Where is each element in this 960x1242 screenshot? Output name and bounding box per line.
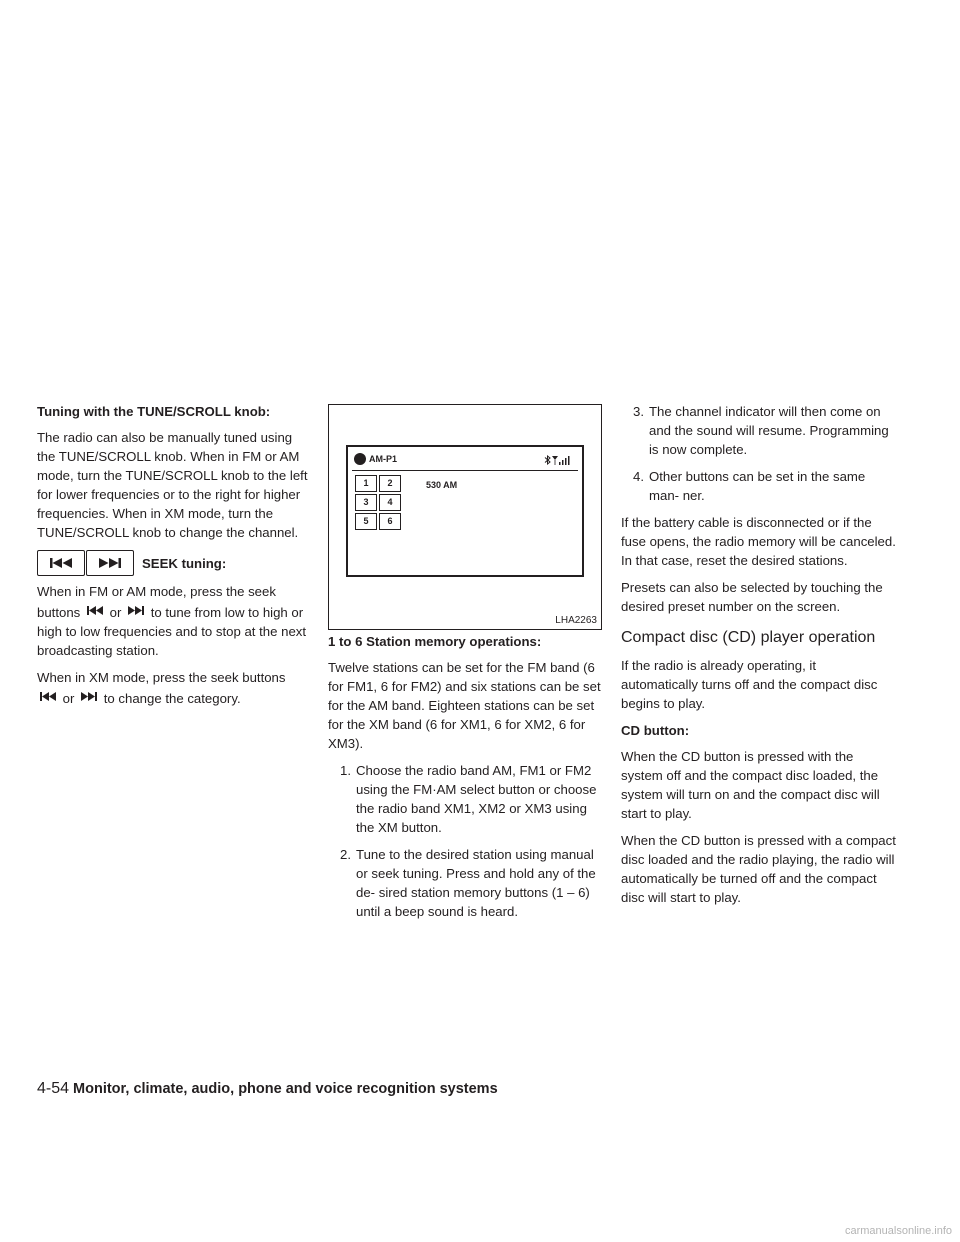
battery-paragraph: If the battery cable is disconnected or if the fuse opens, the radio memory will be canceled. In that case, reset the desired stations.	[621, 515, 896, 568]
seek-forward-icon	[128, 606, 144, 615]
seek-back-inline	[84, 601, 106, 620]
preset-button-4: 4	[379, 494, 401, 511]
seek-xm-paragraph	[37, 668, 309, 708]
seek-back-inline	[37, 687, 59, 706]
seek-fm-am-text-b: to tune from low to high or high to low frequencies and to stop at the next broadcasting station.	[37, 605, 307, 658]
column-middle	[328, 632, 602, 929]
list-item-text: Tune to the desired station using manual or seek tuning. Press and hold any of the de- sired station memory buttons (1 – 6) until a beep sound is heard.	[356, 847, 596, 919]
radio-screen-figure	[328, 404, 602, 630]
seek-forward-inline	[78, 687, 100, 706]
station-memory-steps	[328, 761, 602, 921]
display-header	[354, 453, 397, 465]
list-item-number: 3.	[633, 404, 644, 419]
presets-touch-paragraph: Presets can also be selected by touching the desired preset number on the screen.	[621, 580, 883, 614]
preset-button-5: 5	[355, 513, 377, 530]
seek-tuning-heading: SEEK tuning:	[142, 555, 227, 571]
column-right	[621, 402, 896, 915]
list-item	[633, 467, 896, 505]
seek-back-icon	[87, 606, 103, 615]
list-item-text: The channel indicator will then come on and the sound will resume. Programming is now complete.	[649, 404, 889, 457]
signal-strength-icon	[552, 455, 570, 465]
list-item-text: Choose the radio band AM, FM1 or FM2 using the FM·AM select button or choose the radio band XM1, XM2 or XM3 using the XM button.	[356, 763, 597, 835]
seek-forward-inline	[125, 601, 147, 620]
seek-fm-am-text-a: When in FM or AM mode, press the seek buttons	[37, 584, 276, 620]
watermark: carmanualsonline.info	[844, 1225, 952, 1237]
seek-back-icon	[48, 557, 74, 569]
station-memory-paragraph: Twelve stations can be set for the FM band (6 for FM1, 6 for FM2) and six stations can be set for the AM band. Eighteen stations can be set for the XM band (6 for XM1, 6 for XM2, 6 for XM3).	[328, 660, 601, 751]
header-divider	[352, 470, 578, 471]
seek-xm-text-b: to change the category.	[103, 691, 241, 706]
column-left	[37, 402, 309, 716]
seek-fm-am-paragraph	[37, 582, 309, 660]
station-memory-steps-continued	[621, 402, 896, 505]
preset-button-2: 2	[379, 475, 401, 492]
bluetooth-icon	[544, 455, 552, 465]
tune-scroll-heading: Tuning with the TUNE/SCROLL knob:	[37, 404, 271, 419]
tune-scroll-paragraph: The radio can also be manually tuned using the TUNE/SCROLL knob. When in FM or AM mode, turn the TUNE/SCROLL knob to the left for lower frequencies or to the right for higher frequencies. When in XM mode, turn the TUNE/SCROLL knob to change the channel.	[37, 430, 308, 540]
page-number: 4-54	[37, 1080, 70, 1097]
station-memory-heading: 1 to 6 Station memory operations:	[328, 634, 542, 649]
preset-button-3: 3	[355, 494, 377, 511]
list-item-number: 4.	[633, 469, 644, 484]
seek-xm-text-a: When in XM mode, press the seek buttons	[37, 670, 286, 685]
cd-button-heading: CD button:	[621, 723, 690, 738]
cd-button-paragraph-1: When the CD button is pressed with the system off and the compact disc loaded, the system will turn on and the compact disc will start to play.	[621, 749, 880, 821]
cd-section-heading: Compact disc (CD) player operation	[621, 629, 876, 646]
page-footer	[37, 1079, 498, 1099]
cd-intro-paragraph: If the radio is already operating, it automatically turns off and the compact disc begins to play.	[621, 658, 878, 711]
radio-display	[346, 445, 584, 577]
cd-button-paragraph-2: When the CD button is pressed with a compact disc loaded and the radio playing, the radio will automatically be turned off and the compact disc will start to play.	[621, 833, 896, 905]
footer-section-title: Monitor, climate, audio, phone and voice recognition systems	[73, 1081, 498, 1097]
seek-xm-or: or	[62, 691, 75, 706]
list-item-text: Other buttons can be set in the same man- ner.	[649, 469, 866, 503]
frequency-readout: 530 AM	[426, 480, 458, 490]
seek-forward-icon	[97, 557, 123, 569]
seek-forward-icon	[81, 692, 97, 701]
list-item	[340, 761, 602, 837]
status-icons	[544, 455, 570, 465]
seek-forward-button-graphic	[86, 550, 134, 576]
seek-back-button-graphic	[37, 550, 85, 576]
list-item-number: 1.	[340, 763, 351, 778]
preset-button-6: 6	[379, 513, 401, 530]
seek-back-icon	[40, 692, 56, 701]
preset-buttons	[355, 475, 401, 530]
list-item	[633, 402, 896, 459]
figure-id: LHA2263	[555, 615, 597, 626]
list-item-number: 2.	[340, 847, 351, 862]
band-label: AM-P1	[369, 454, 398, 464]
seek-buttons-graphic	[37, 550, 134, 576]
seek-fm-am-or: or	[109, 605, 122, 620]
list-item	[340, 845, 602, 921]
seek-tuning-header	[37, 550, 309, 576]
band-icon	[354, 453, 366, 465]
preset-button-1: 1	[355, 475, 377, 492]
